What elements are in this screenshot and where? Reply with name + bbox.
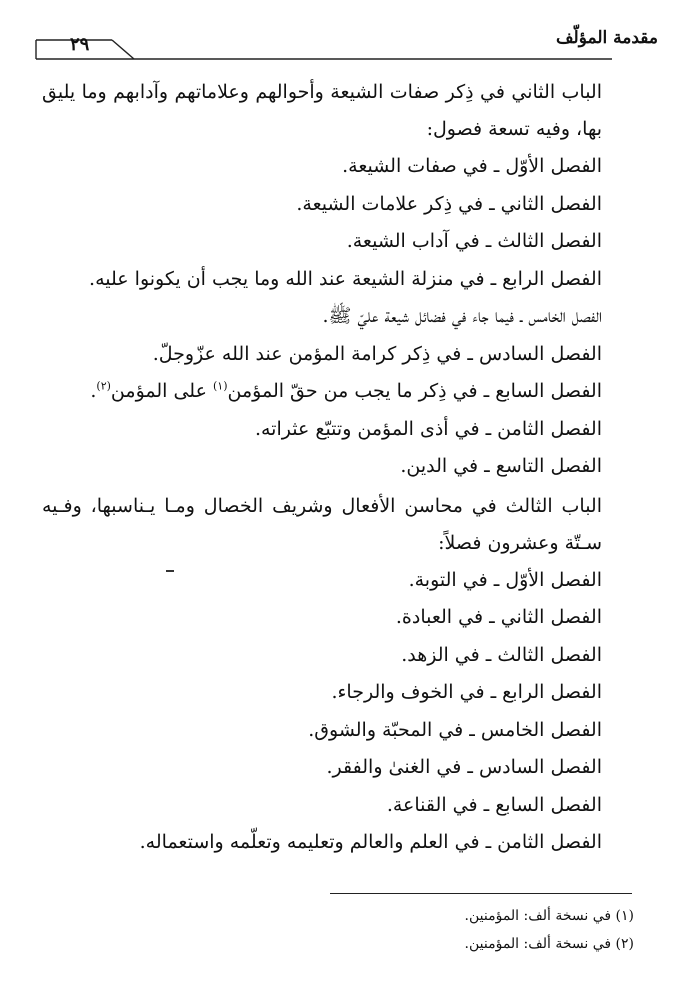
section-2-chapter-list [42, 148, 602, 486]
chapter-item: الفصل السادس ـ في ذِكر كرامة المؤمن عند الله عزّوجلّ. [152, 342, 602, 365]
page-number: ٢٩ [70, 34, 90, 55]
chapter-item: الفصل السابع ـ في القناعة. [386, 793, 602, 816]
print-mark [166, 570, 174, 572]
chapter-item-text: الفصل السابع ـ في ذِكر ما يجب من حقّ المؤمن [227, 380, 602, 402]
chapter-item: الفصل الثاني ـ في العبادة. [395, 606, 602, 628]
chapter-item: الفصل الثاني ـ في ذِكر علامات الشيعة. [296, 192, 602, 215]
page-header [0, 0, 694, 66]
chapter-item: الفصل الثالث ـ في آداب الشيعة. [346, 230, 602, 252]
chapter-item: الفصل الثامن ـ في العلم والعالم وتعليمه وتعلّمه واستعماله. [139, 831, 602, 853]
chapter-item: الفصل الثامن ـ في أذى المؤمن وتتبّع عثراته. [254, 417, 602, 440]
section-2-intro: الباب الثاني في ذِكر صفات الشيعة وأحوالهم وعلاماتهم وآدابهم وما يليق بها، وفيه تسعة فصول: [42, 81, 602, 140]
chapter-item: الفصل التاسع ـ في الدين. [400, 455, 602, 477]
footnote: (٢) في نسخة ألف: المؤمنين. [464, 936, 634, 952]
chapter-item: الفصل الخامس ـ فيما جاء في فضائل شيعة عليّ ﷺ. [322, 305, 602, 327]
chapter-item-with-notes [42, 373, 602, 411]
section-3-intro: الباب الثالث في محاسن الأفعال وشريف الخصال ومـا يـناسبها، وفـيه سـتّة وعشرون فصلاً: [42, 494, 602, 554]
chapter-item: الفصل الأوّل ـ في صفات الشيعة. [342, 155, 602, 177]
footnote-separator [330, 893, 632, 894]
chapter-item: الفصل الخامس ـ في المحبّة والشوق. [308, 718, 602, 741]
chapter-item: الفصل الأوّل ـ في التوبة. [408, 568, 602, 591]
page-body [42, 74, 602, 862]
footnote: (١) في نسخة ألف: المؤمنين. [464, 908, 634, 924]
chapter-item: الفصل الرابع ـ في الخوف والرجاء. [331, 681, 602, 703]
chapter-item-text: . [90, 380, 97, 402]
chapter-item: الفصل الثالث ـ في الزهد. [401, 643, 602, 666]
footnote-ref[interactable]: (١) [212, 379, 228, 393]
footnote-ref[interactable]: (٢) [96, 379, 111, 393]
chapter-item: الفصل الرابع ـ في منزلة الشيعة عند الله وما يجب أن يكونوا عليه. [89, 267, 602, 290]
chapter-item: الفصل السادس ـ في الغنىٰ والفقر. [326, 756, 602, 778]
running-header-title: مقدمة المؤلّف [555, 28, 658, 48]
chapter-item-text: على المؤمن [110, 380, 213, 402]
footnotes [234, 902, 634, 958]
section-3-chapter-list [42, 562, 602, 862]
